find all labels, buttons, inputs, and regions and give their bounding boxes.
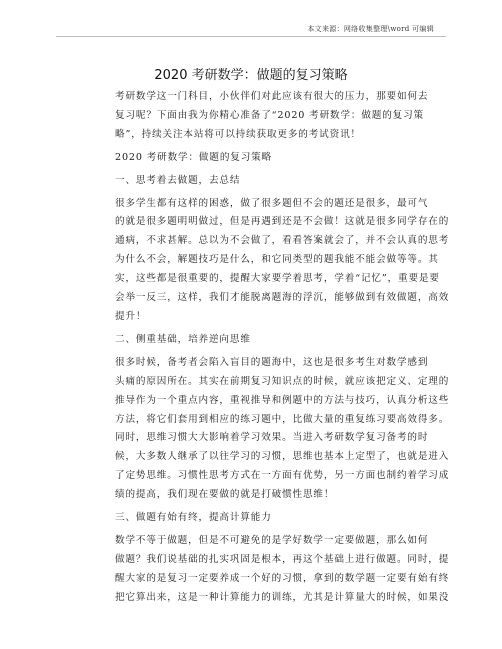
body-paragraph xyxy=(94,354,450,430)
text-line: 数学不等于做题，但是不可避免的是学好数学一定要做题，那么如何 xyxy=(115,534,429,546)
text-line: 方法，将它们套用到相应的练习题中，比做大量的重复练习要高效得多。 xyxy=(115,413,450,425)
text-line: 同时，思维习惯大大影响着学习效果。当进入考研数学复习备考的时 xyxy=(115,432,429,444)
header-divider xyxy=(56,36,446,37)
body-paragraph xyxy=(94,429,450,505)
body-paragraph xyxy=(94,532,450,608)
text-line: 为什么不会，解题技巧是什么，和它同类型的题我能不能会做等等。其 xyxy=(115,254,439,266)
section-heading: 二、侧重基础，培养逆向思维 xyxy=(115,333,251,345)
text-line: 推导作为一个重点内容，重视推导和例题中的方法与技巧，认真分析这些 xyxy=(115,394,450,406)
text-line: 会举一反三，这样，我们才能脱离题海的浮沉，能够做到有效做题，高效 xyxy=(115,292,450,304)
text-line: 醒大家的是复习一定要养成一个好的习惯，拿到的数学题一定要有始有终 xyxy=(115,572,450,584)
text-line: 略”，持续关注本站将可以持续获取更多的考试资讯！ xyxy=(115,128,361,140)
text-line: 把它算出来，这是一种计算能力的训练，尤其是计算量大的时候，如果没 xyxy=(115,591,450,603)
text-line: 很多学生都有这样的困惑，做了很多题但不会的题还是很多，最可气 xyxy=(115,197,429,209)
text-line: 实，这些都是很重要的，提醒大家要学着思考，学着“记忆”，重要是要 xyxy=(115,273,440,285)
subtitle: 2020 考研数学：做题的复习策略 xyxy=(115,151,273,163)
body-paragraph xyxy=(94,195,450,327)
text-line: 绩的提高，我们现在要做的就是打破惯性思维！ xyxy=(115,489,335,501)
intro-paragraph xyxy=(94,88,429,145)
text-line: 提升！ xyxy=(115,310,147,322)
text-line: 了定势思维。习惯性思考方式在一方面有优势，另一方面也制约着学习成 xyxy=(115,470,450,482)
text-line: 做题？我们说基础的扎实巩固是根本，再这个基础上进行做题。同时，提 xyxy=(115,553,450,565)
text-line: 通病，不求甚解。总以为不会做了，看看答案就会了，并不会认真的思考 xyxy=(115,235,450,247)
text-line: 头痛的原因所在。其实在前期复习知识点的时候，就应该把定义、定理的 xyxy=(115,375,450,387)
section-heading: 一、思考着去做题，去总结 xyxy=(115,174,241,186)
text-line: 候，大多数人继承了以往学习的习惯，思维也基本上定型了，也就是进入 xyxy=(115,451,450,463)
section-heading: 三、做题有始有终，提高计算能力 xyxy=(115,512,272,524)
page-title: 2020 考研数学：做题的复习策略 xyxy=(154,68,348,83)
text-line: 复习呢？下面由我为你精心准备了“2020 考研数学：做题的复习策 xyxy=(115,109,425,121)
document-body xyxy=(94,88,450,608)
text-line: 很多时候，备考者会陷入盲目的题海中，这也是很多考生对数学感到 xyxy=(115,356,429,368)
text-line: 考研数学这一门科目，小伙伴们对此应该有很大的压力，那要如何去 xyxy=(115,91,429,102)
text-line: 的就是很多题明明做过，但是再遇到还是不会做！这就是很多同学存在的 xyxy=(115,216,450,228)
source-note: 本文来源：网络收集整理\word 可编辑 xyxy=(307,25,434,33)
